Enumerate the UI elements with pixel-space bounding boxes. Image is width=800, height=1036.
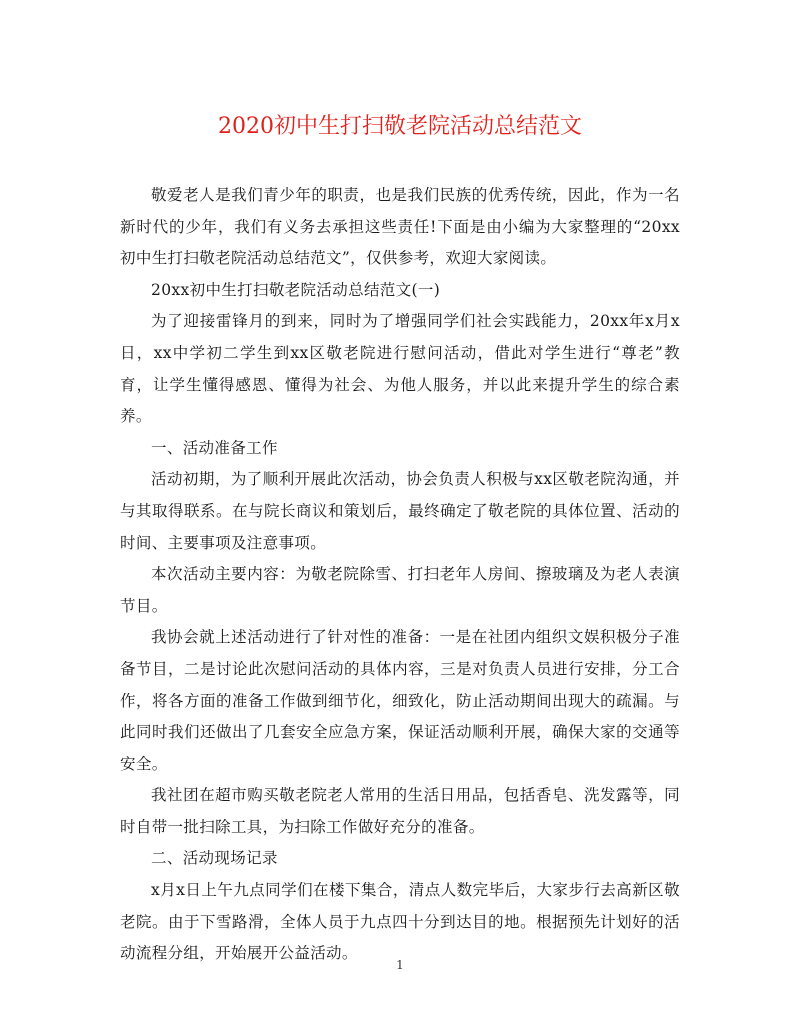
- preparation-paragraph: 活动初期，为了顺利开展此次活动，协会负责人积极与xx区敬老院沟通，并与其取得联系。在与院长商议和策划后，最终确定了敬老院的具体位置、活动的时间、主要事项及注意事项。: [120, 470, 680, 552]
- document-title: 2020初中生打扫敬老院活动总结范文: [218, 114, 582, 139]
- onsite-record-paragraph: x月x日上午九点同学们在楼下集合，清点人数完毕后，大家步行去高新区敬老院。由于下雪路滑，全体人员于九点四十分到达目的地。根据预先计划好的活动流程分组，开始展开公益活动。: [120, 881, 680, 963]
- page-number: 1: [396, 958, 404, 972]
- activity-purpose-paragraph: 为了迎接雷锋月的到来，同时为了增强同学们社会实践能力，20xx年x月x日，xx中学初二学生到xx区敬老院进行慰问活动，借此对学生进行“尊老”教育，让学生懂得感恩、懂得为社会、为他人服务，并以此来提升学生的综合素养。: [120, 312, 680, 426]
- document-body: [120, 180, 680, 970]
- activity-content-paragraph: 本次活动主要内容：为敬老院除雪、打扫老年人房间、擦玻璃及为老人表演节目。: [120, 565, 680, 615]
- section-heading-onsite-record: 二、活动现场记录: [151, 849, 278, 868]
- section-heading-preparation: 一、活动准备工作: [151, 438, 278, 457]
- intro-paragraph: 敬爱老人是我们青少年的职责，也是我们民族的优秀传统，因此，作为一名新时代的少年，我们有义务去承担这些责任!下面是由小编为大家整理的“20xx初中生打扫敬老院活动总结范文”，仅供参考，欢迎大家阅读。: [120, 186, 680, 268]
- section-heading-sample-one: 20xx初中生打扫敬老院活动总结范文(一): [151, 280, 441, 299]
- targeted-preparation-paragraph: 我协会就上述活动进行了针对性的准备：一是在社团内组织文娱积极分子准备节目，二是讨论此次慰问活动的具体内容，三是对负责人员进行安排，分工合作，将各方面的准备工作做到细节化，细致化，防止活动期间出现大的疏漏。与此同时我们还做出了几套安全应急方案，保证活动顺利开展，确保大家的交通等安全。: [120, 628, 680, 773]
- supplies-paragraph: 我社团在超市购买敬老院老人常用的生活日用品，包括香皂、洗发露等，同时自带一批扫除工具，为扫除工作做好充分的准备。: [120, 786, 680, 836]
